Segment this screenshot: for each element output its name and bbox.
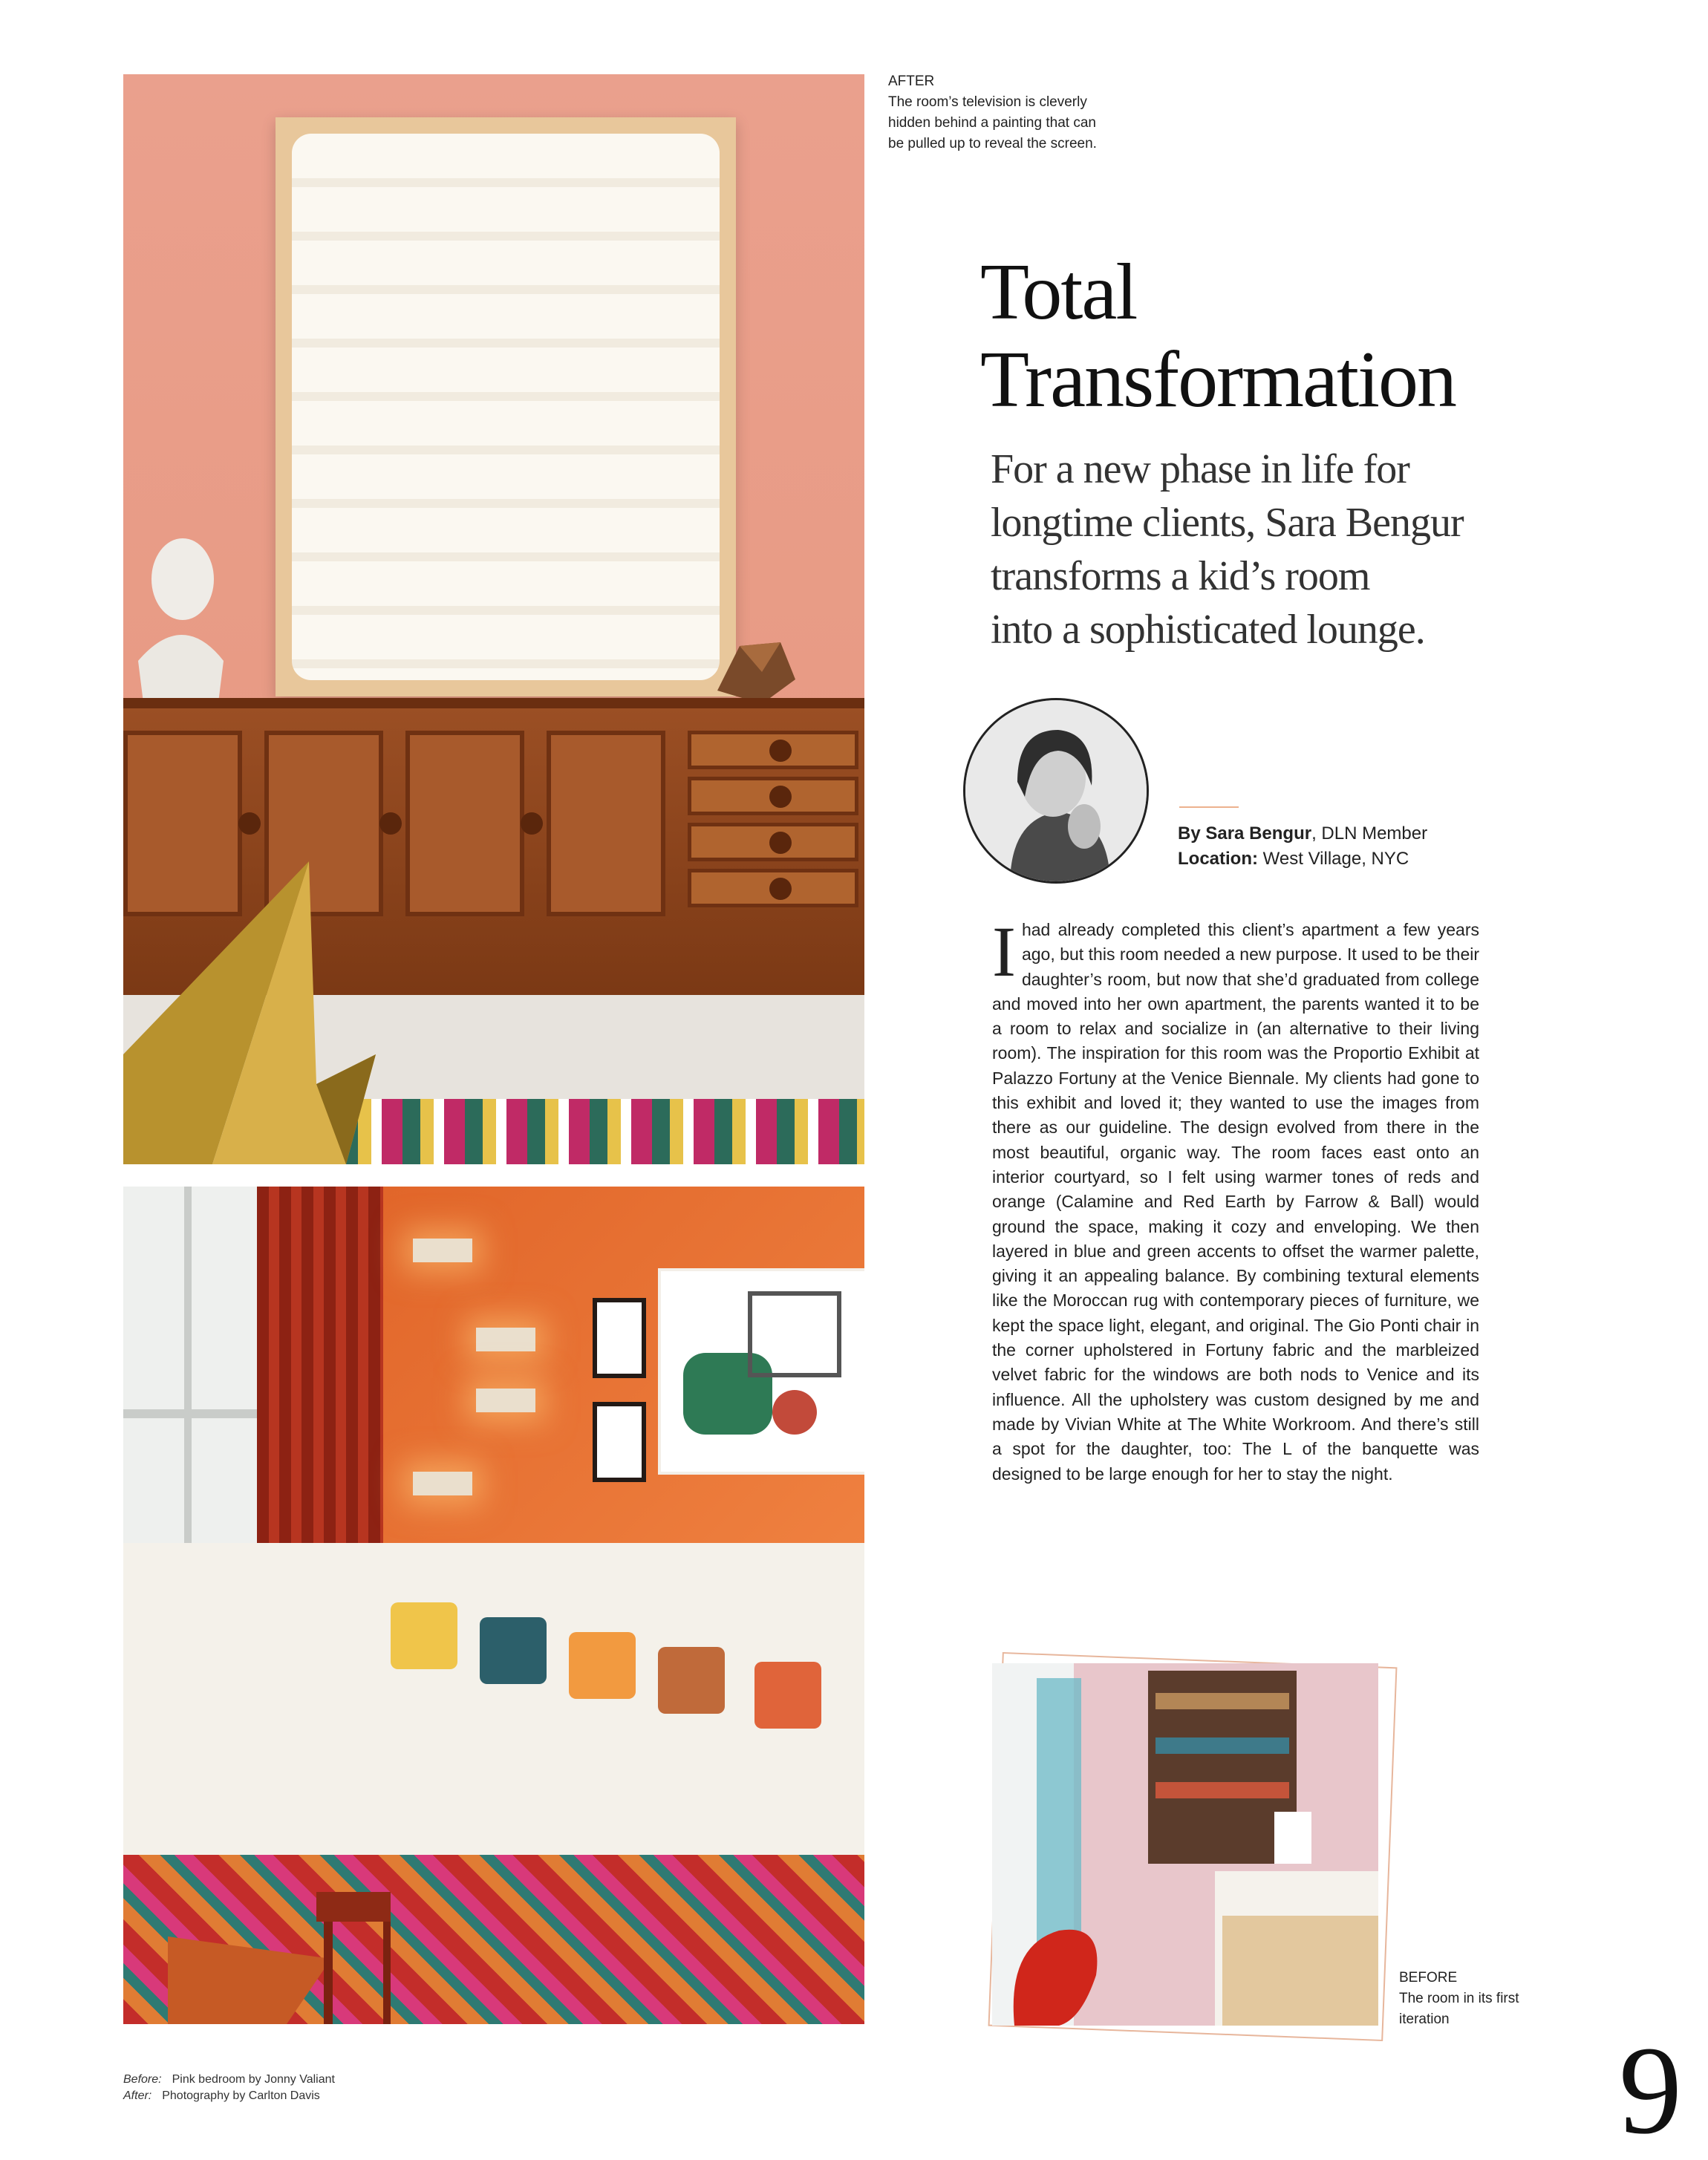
- title-line-2: Transformation: [980, 336, 1456, 424]
- wall-sconce: [413, 1472, 472, 1495]
- credit-before-text: Pink bedroom by Jonny Valiant: [172, 2073, 335, 2086]
- article-title: [980, 249, 1574, 424]
- wall-sconce: [476, 1389, 535, 1412]
- page-number: 9: [1619, 2020, 1682, 2160]
- subtitle-line-1: For a new phase in life for: [991, 446, 1409, 492]
- photo-after-lounge: [123, 1187, 864, 2024]
- photo-before-bedroom: [992, 1663, 1378, 2026]
- caption-after: [888, 71, 1111, 154]
- location-label: Location:: [1178, 849, 1258, 869]
- photo-after-painting: [123, 74, 864, 1164]
- photo-credits: [123, 2072, 569, 2104]
- article-body-text: had already completed this client’s apartment a few years ago, but this room needed a new purpose. It used to be their daughter’s room, but now that she’d graduated from college and moved into her own apartment, the parents wanted it to be a room to relax and socialize in (an alternative to their living room). The inspiration for this room was the Proportio Exhibit at Palazzo Fortuny at the Venice Biennale. My clients had gone to this exhibit and loved it; they wanted to use the images from there as our guideline. The design evolved from there in the most beautiful, organic way. The room faces east onto an interior courtyard, so I felt using warmer tones of reds and orange (Calamine and Red Earth by Farrow & Ball) would ground the space, making it cozy and enveloping. We then layered in blue and green accents to offset the warmer palette, giving it an appealing balance. By combining textural elements like the Moroccan rug with contemporary pieces of furniture, we kept the space light, elegant, and original. The Gio Ponti chair in the corner upholstered in Fortuny fabric and the marbleized velvet fabric for the windows are both nods to Venice and its influence. All the upholstery was custom designed by me and made by Vivian White at The White Workroom. And there’s still a spot for the daughter, too: The L of the banquette was designed to be large enough for her to stay the night.: [992, 920, 1479, 1484]
- subtitle-line-4: into a sophisticated lounge.: [991, 607, 1425, 653]
- framed-print: [593, 1298, 646, 1378]
- location-value: West Village, NYC: [1262, 849, 1409, 869]
- caption-before: [1399, 1968, 1562, 2030]
- wall-sconce: [413, 1239, 472, 1262]
- byline-rule: [1179, 806, 1239, 808]
- byline: [1178, 821, 1519, 872]
- geometric-sculpture: [710, 639, 799, 705]
- caption-before-label: BEFORE: [1399, 1970, 1458, 1986]
- credit-before-label: Before:: [123, 2073, 162, 2086]
- byline-prefix: By: [1178, 823, 1201, 844]
- framed-print: [593, 1402, 646, 1482]
- article-subtitle: [991, 443, 1540, 656]
- subtitle-line-3: transforms a kid’s room: [991, 553, 1370, 599]
- drop-cap: I: [992, 912, 1016, 991]
- painting: [276, 117, 736, 696]
- nesting-tables: [168, 1892, 391, 2024]
- title-line-1: Total: [980, 248, 1137, 336]
- subtitle-line-2: longtime clients, Sara Bengur: [991, 500, 1464, 546]
- caption-after-text: The room’s television is cleverly hidden behind a painting that can be pulled up to reveal the screen.: [888, 94, 1097, 151]
- author-portrait: [963, 698, 1149, 884]
- brass-sculpture: [123, 861, 435, 1164]
- wall-sconce: [476, 1328, 535, 1351]
- framed-artwork: [658, 1268, 864, 1475]
- credit-after-label: After:: [123, 2089, 152, 2102]
- article-body: [992, 912, 1479, 1487]
- white-banquette: [123, 1543, 864, 1899]
- author-role: , DLN Member: [1311, 823, 1428, 844]
- credit-after-text: Photography by Carlton Davis: [162, 2089, 320, 2102]
- author-name: Sara Bengur: [1205, 823, 1312, 844]
- caption-after-label: AFTER: [888, 74, 935, 89]
- caption-before-text: The room in its first iteration: [1399, 1991, 1519, 2027]
